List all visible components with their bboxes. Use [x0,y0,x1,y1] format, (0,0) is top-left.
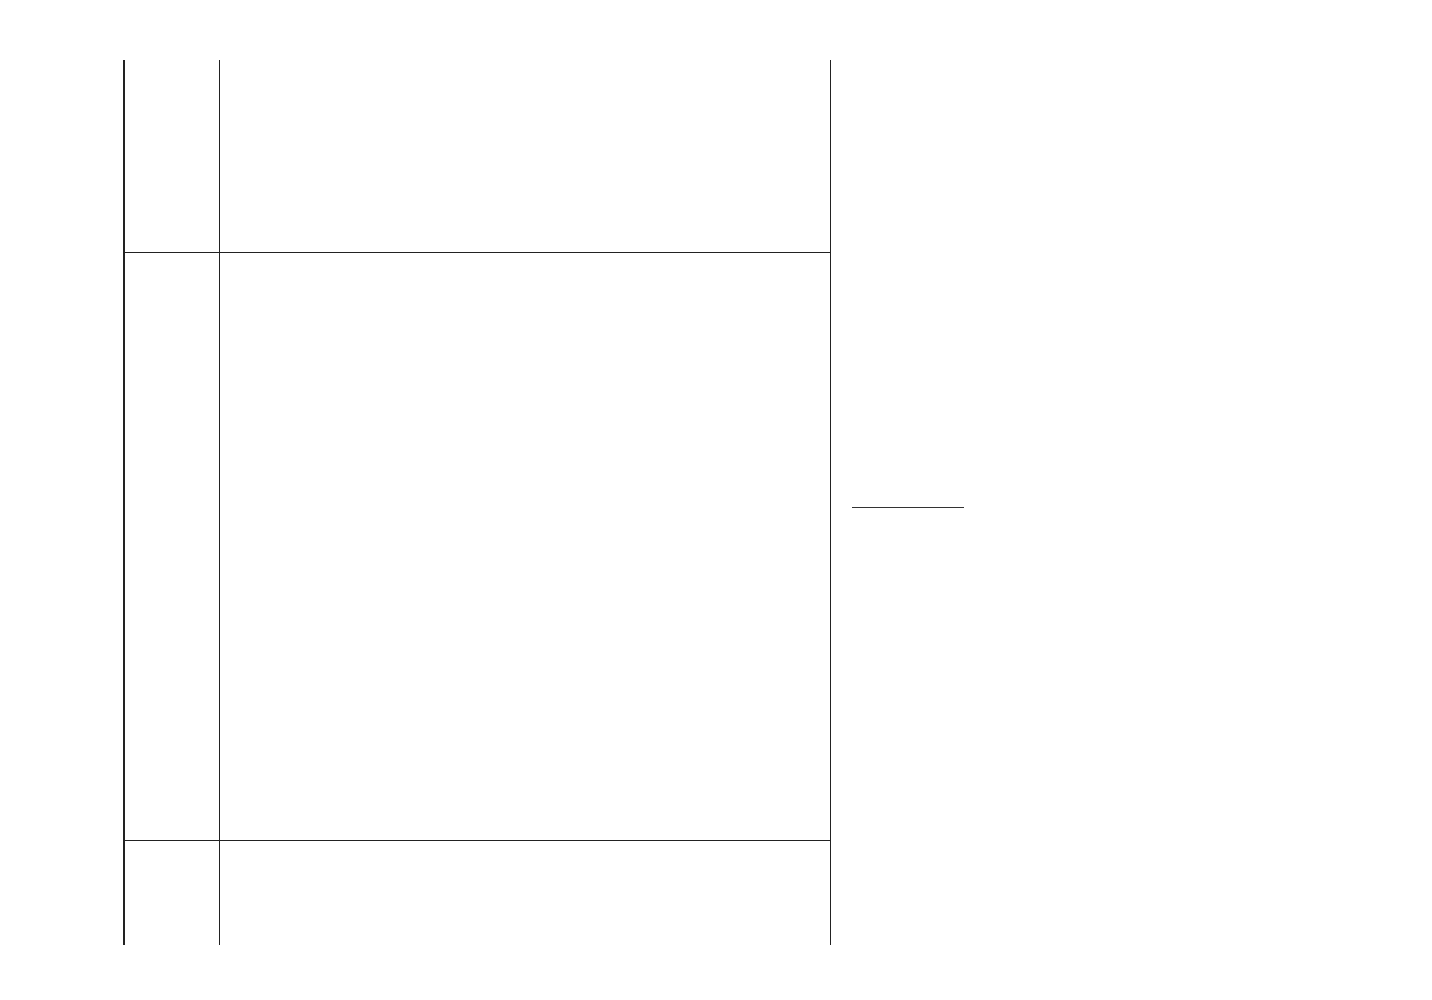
col-rate-header [125,60,219,253]
column-divider [125,840,830,841]
column-divider [125,252,830,253]
header-divider [219,60,220,945]
tariff-table [123,60,831,945]
col-position-header [125,841,219,945]
col-description-header [125,253,219,841]
digitization-note [1400,0,1411,1000]
column-rule [852,507,964,508]
